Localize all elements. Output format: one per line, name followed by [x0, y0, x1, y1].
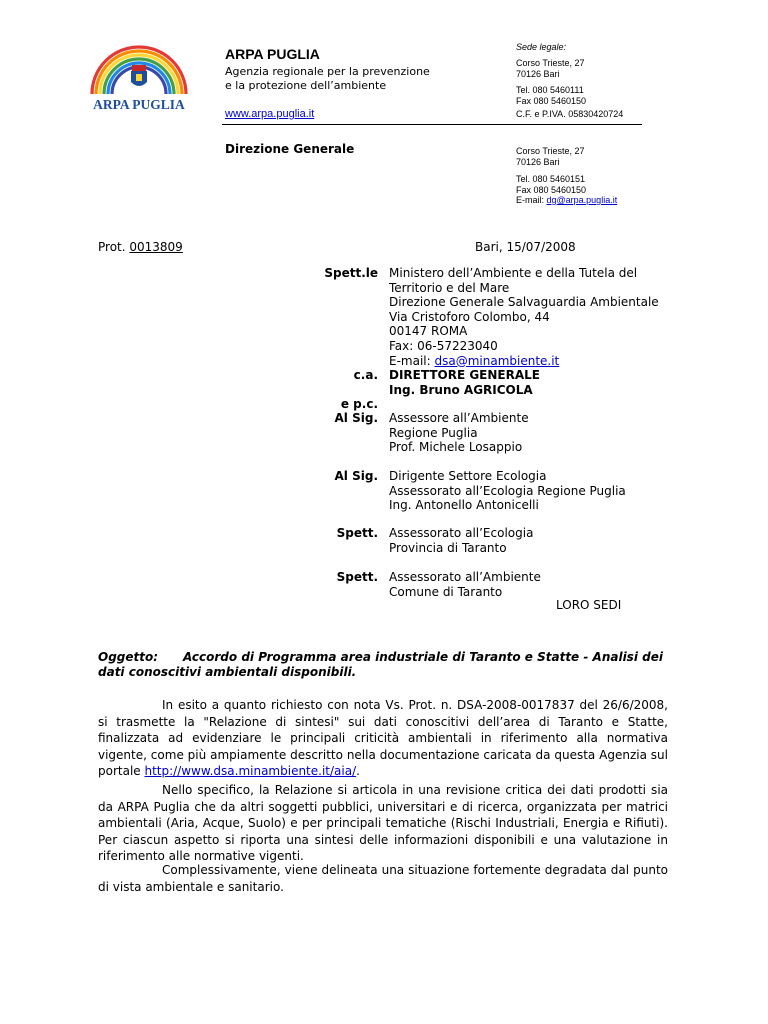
body-paragraph-3: Complessivamente, viene delineata una situazione fortemente degradata dal punto di vista ambientale e sanitario. [98, 863, 668, 894]
department-address-line-1: Corso Trieste, 27 [516, 146, 585, 156]
recipient-line: Assessorato all’Ecologia [389, 526, 534, 540]
recipient-label-spettle: Spett.le [324, 266, 378, 280]
recipient-line: Ing. Antonello Antonicelli [389, 498, 539, 513]
org-name: ARPA PUGLIA [225, 46, 320, 62]
recipient-line: Territorio e del Mare [389, 280, 510, 295]
recipient-assessore-ambiente [389, 411, 529, 455]
recipient-line: Provincia di Taranto [389, 540, 507, 555]
loro-sedi: LORO SEDI [556, 598, 622, 612]
recipient-ministry [389, 266, 659, 397]
recipient-line: Via Cristoforo Colombo, 44 [389, 309, 550, 324]
sede-legale-label: Sede legale: [516, 42, 567, 52]
recipient-ca-line-1: DIRETTORE GENERALE [389, 368, 540, 383]
paragraph-text: In esito a quanto richiesto con nota Vs. Prot. n. DSA-2008-0017837 del 26/6/2008, si trasmette la "Relazione di sintesi" sui dati conoscitivi dell’area di Taranto e Statte, finalizzata ad evidenziare le principali criticità ambientali in riferimento alla normativa vigente, come più ampiamente descritto nella documentazione caricata da questa Agenzia sul portale [98, 698, 668, 778]
org-description-line-1: Agenzia regionale per la prevenzione [225, 65, 430, 78]
recipient-label-sig2: Al Sig. [334, 469, 378, 483]
recipient-provincia-taranto [389, 526, 533, 555]
recipient-line: 00147 ROMA [389, 324, 468, 339]
recipient-email [389, 354, 659, 369]
letter-date: Bari, 15/07/2008 [475, 240, 576, 254]
paragraph-text-end: . [356, 764, 360, 778]
subject-text: Accordo di Programma area industriale di Taranto e Statte - Analisi dei dati conoscitivi ambientali disponibili. [98, 650, 663, 679]
department-phone: Tel. 080 5460151 [516, 174, 586, 184]
department-title: Direzione Generale [225, 142, 355, 156]
recipient-line: Regione Puglia [389, 425, 478, 440]
arpa-puglia-logo [84, 38, 194, 114]
sede-phone: Tel. 080 5460111 [516, 85, 584, 95]
department-fax: Fax 080 5460150 [516, 185, 587, 195]
recipient-label-epc: e p.c. [340, 397, 378, 411]
sede-address-line-2: 70126 Bari [516, 69, 560, 79]
protocol-number [98, 240, 183, 255]
department-email-link[interactable]: dg@arpa.puglia.it [546, 195, 618, 205]
recipient-email-label: E-mail: [389, 353, 435, 368]
protocol-label: Prot. [98, 240, 130, 254]
recipient-line: Comune di Taranto [389, 584, 503, 599]
recipient-line: Direzione Generale Salvaguardia Ambientale [389, 295, 659, 310]
recipient-label-spett2: Spett. [336, 570, 378, 584]
recipient-line: Assessore all’Ambiente [389, 411, 529, 425]
department-email [516, 195, 617, 206]
recipient-line: Ministero dell’Ambiente e della Tutela del [389, 266, 638, 280]
coat-of-arms-icon [131, 65, 147, 86]
recipient-line: Assessorato all’Ecologia Regione Puglia [389, 483, 626, 498]
recipient-line: Fax: 06-57223040 [389, 338, 498, 353]
body-paragraph-1 [98, 697, 668, 780]
recipient-dirigente-ecologia [389, 469, 626, 513]
recipient-email-link[interactable]: dsa@minambiente.it [434, 353, 560, 368]
department-email-label: E-mail: [516, 195, 547, 205]
recipient-label-ca: c.a. [353, 368, 378, 382]
body-paragraph-2: Nello specifico, la Relazione si articola in una revisione critica dei dati prodotti sia da ARPA Puglia che da altri soggetti pubblici, universitari e di ricerca, organizzata per matrici ambientali (Aria, Acque, Suolo) e per principali tematiche (Rischi Industriali, Energia e Rifiuti). Per ciascun aspetto si riporta una sintesi delle informazioni disponibili e una valutazione in riferimento alle normative vigenti. [98, 783, 668, 863]
sede-fax: Fax 080 5460150 [516, 96, 587, 106]
recipient-label-spett1: Spett. [336, 526, 378, 540]
recipient-label-sig1: Al Sig. [334, 411, 378, 425]
subject-line [98, 650, 668, 680]
recipient-line: Dirigente Settore Ecologia [389, 469, 547, 483]
recipient-ca-line-2: Ing. Bruno AGRICOLA [389, 382, 533, 397]
recipient-line: Prof. Michele Losappio [389, 440, 523, 455]
recipient-line: Assessorato all’Ambiente [389, 570, 541, 584]
portal-link[interactable]: http://www.dsa.minambiente.it/aia/ [144, 764, 357, 778]
sede-tax-code: C.F. e P.IVA. 05830420724 [516, 109, 624, 119]
website-link[interactable]: www.arpa.puglia.it [225, 108, 315, 120]
protocol-number-value: 0013809 [129, 240, 183, 254]
header-divider [222, 124, 642, 125]
department-address-line-2: 70126 Bari [516, 157, 560, 167]
sede-address-line-1: Corso Trieste, 27 [516, 58, 585, 68]
subject-label: Oggetto: [98, 650, 159, 664]
recipient-comune-taranto [389, 570, 541, 599]
org-description-line-2: e la protezione dell’ambiente [225, 79, 387, 92]
svg-text:ARPA PUGLIA: ARPA PUGLIA [93, 97, 185, 112]
